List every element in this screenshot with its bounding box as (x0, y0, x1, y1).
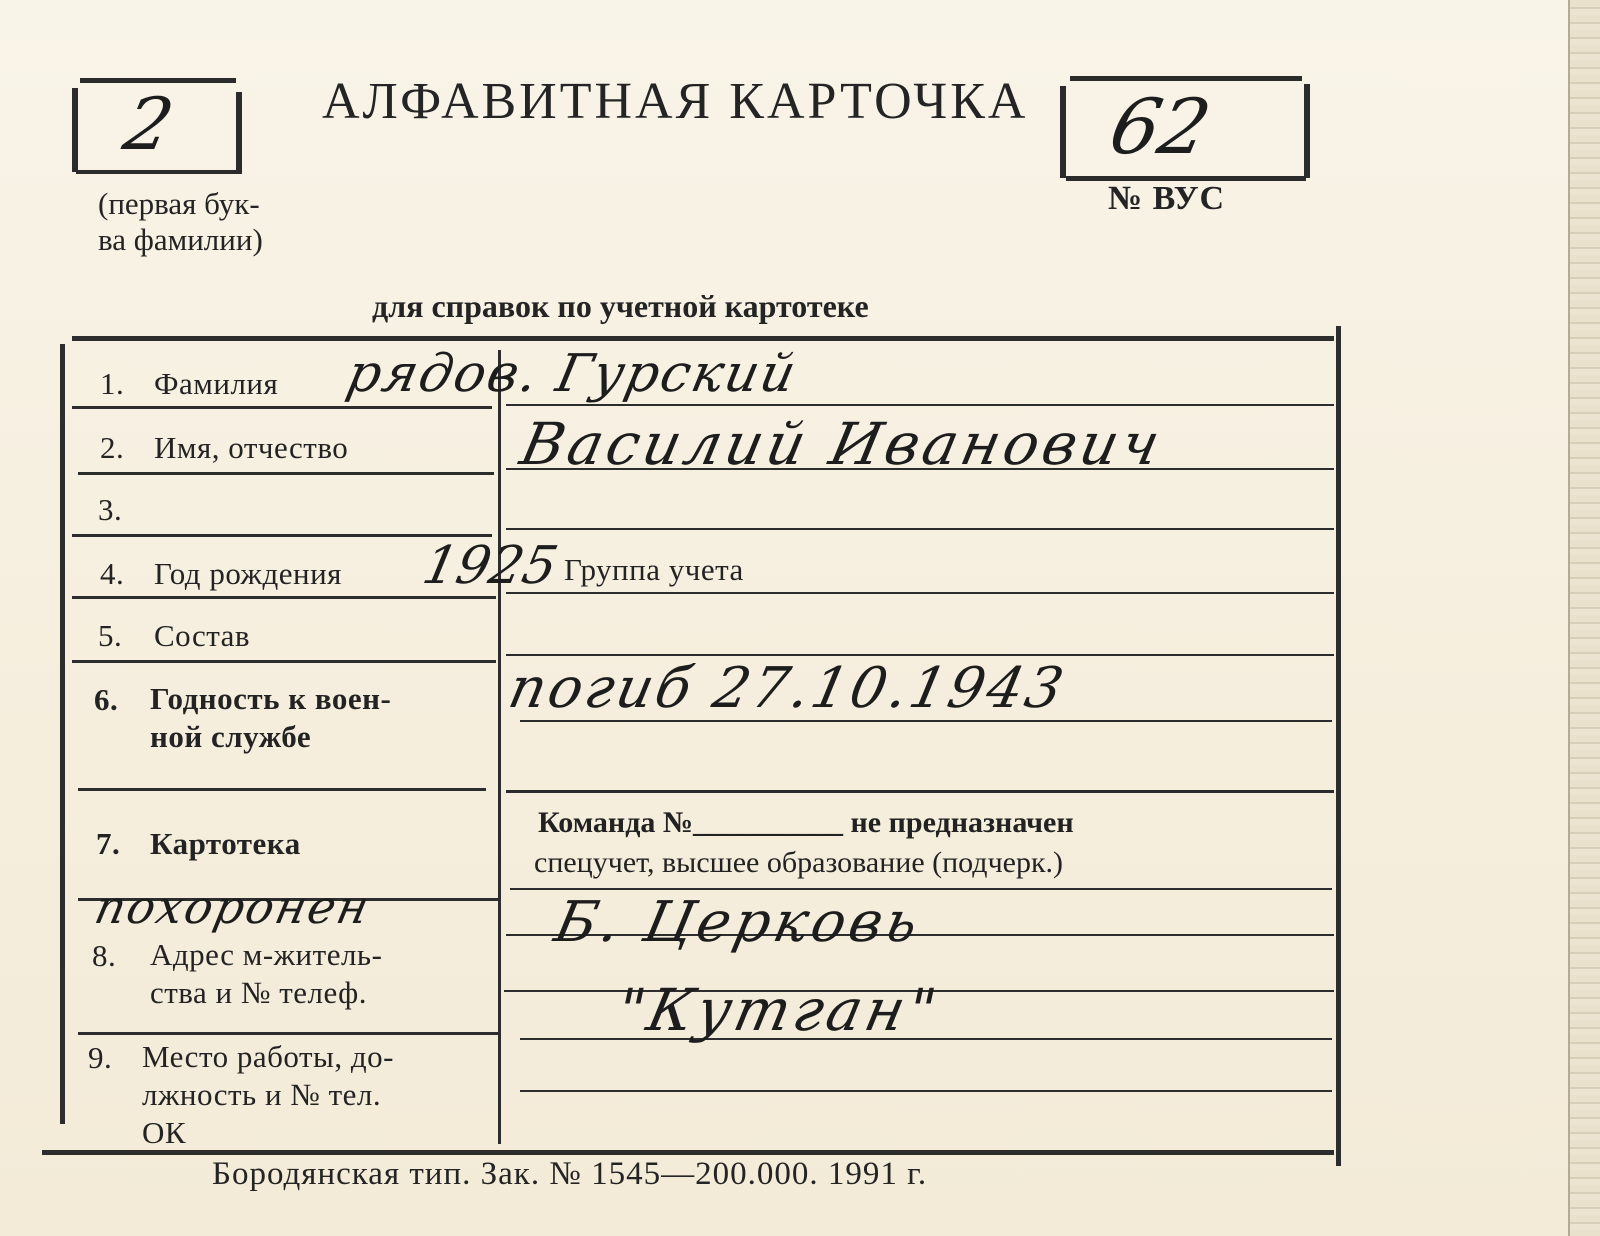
field-9-label: Место работы, до- лжность и № тел. ОК (142, 1039, 394, 1150)
surname-letter-box (72, 78, 246, 176)
field-4-value: 1925 (417, 536, 563, 596)
field-4-number: 4. (100, 556, 125, 591)
field-4-right-label: Группа учета (564, 552, 744, 587)
table-right-border (1336, 326, 1341, 1166)
entry-line (506, 592, 1334, 594)
field-3-number: 3. (98, 492, 123, 527)
vus-value: 62 (1102, 82, 1219, 171)
field-4-label: Год рождения (154, 556, 342, 591)
field-8-value-top: похоронен (90, 880, 376, 934)
row-line (78, 788, 486, 791)
row-line (72, 406, 492, 409)
card-title: АЛФАВИТНАЯ КАРТОЧКА (322, 73, 1029, 130)
command-line: Команда №__________ не предназначен (538, 806, 1074, 839)
surname-letter-value: 2 (117, 82, 181, 166)
table-left-border (60, 344, 65, 1124)
table-top-border (72, 336, 1334, 341)
row-line (72, 534, 492, 537)
row-line (78, 472, 494, 475)
card-edge (1568, 0, 1600, 1236)
field-8-number: 8. (92, 938, 117, 973)
field-1-number: 1. (100, 366, 125, 401)
field-6-value: погиб 27.10.1943 (503, 656, 1072, 721)
row-line (72, 660, 496, 663)
field-2-number: 2. (100, 430, 125, 465)
card-subtitle: для справок по учетной картотеке (372, 288, 869, 324)
field-7-label: Картотека (150, 826, 301, 861)
surname-letter-note: (первая бук- ва фамилии) (98, 186, 263, 257)
field-5-number: 5. (98, 618, 123, 653)
special-registration-line: спецучет, высшее образование (подчерк.) (534, 846, 1064, 879)
field-9-value: "Кутган" (610, 976, 947, 1044)
field-2-value: Василий Иванович (514, 410, 1170, 478)
column-divider (498, 350, 501, 1144)
field-6-number: 6. (94, 682, 119, 717)
field-5-label: Состав (154, 618, 251, 653)
entry-line (506, 528, 1334, 530)
row-line (78, 1032, 498, 1035)
row-line (72, 596, 496, 599)
entry-line (506, 404, 1334, 406)
entry-line (520, 1090, 1332, 1092)
field-1-value: рядов. Гурский (341, 344, 803, 404)
field-8-value: Б. Церковь (549, 890, 928, 955)
field-7-number: 7. (96, 826, 121, 861)
field-8-label: Адрес м-житель- ства и № телеф. (150, 937, 383, 1010)
field-6-label: Годность к воен- ной службе (150, 681, 392, 754)
field-1-label: Фамилия (154, 366, 279, 401)
printer-imprint: Бородянская тип. Зак. № 1545—200.000. 1991 г. (212, 1156, 928, 1192)
vus-box (1060, 76, 1312, 182)
entry-line (506, 790, 1334, 793)
field-9-number: 9. (88, 1040, 113, 1075)
field-2-label: Имя, отчество (154, 430, 349, 465)
vus-label: № ВУС (1108, 180, 1226, 217)
